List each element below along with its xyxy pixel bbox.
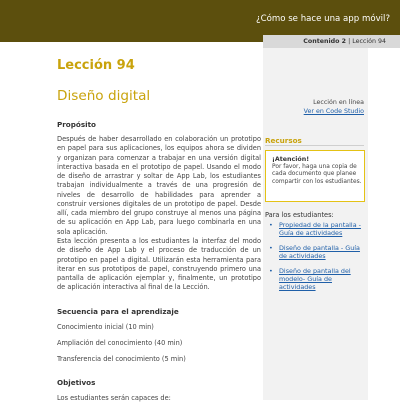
student-resource-link[interactable]	[265, 267, 365, 291]
callout-title: ¡Atención!	[272, 156, 310, 163]
lesson-label: Lección 94	[352, 38, 386, 45]
code-studio-link[interactable]: Ver en Code Studio	[303, 108, 364, 115]
callout-text: Por favor, haga una copia de cada documento que planee compartir con los estudiantes.	[272, 164, 362, 185]
sequence-item: Transferencia del conocimiento (5 min)	[57, 355, 186, 363]
unit-title: ¿Cómo se hace una app móvil?	[256, 14, 390, 24]
student-resources-list	[265, 221, 365, 298]
purpose-heading: Propósito	[57, 120, 96, 129]
sequence-item: Ampliación del conocimiento (40 min)	[57, 339, 183, 347]
lesson-title: Diseño digital	[57, 88, 151, 104]
breadcrumb-separator: |	[346, 38, 353, 45]
online-lesson-label: Lección en línea	[313, 99, 364, 106]
content-label: Contenido 2	[303, 38, 347, 45]
student-resource-link[interactable]	[265, 244, 365, 260]
student-resource-label: Diseño de pantalla - Guía de actividades	[279, 244, 360, 260]
attention-callout	[265, 150, 365, 202]
purpose-paragraph-1: Después de haber desarrollado en colaboración un prototipo en papel para sus aplicaciones, los equipos ahora se dividen y organizan para comenzar a trabajar en una versión digital interactiva basada en el prototipo de papel. Usando el modo de diseño de arrastrar y soltar de App Lab, los estudiantes trabajan individualmente a través de una progresión de niveles de desarrollo de habilidades para aprender a construir versiones digitales de un prototipo de papel. Desde allí, cada miembro del grupo construye al menos una página de su aplicación en App Lab, para luego combinarla en una sola aplicación.	[57, 135, 261, 236]
resources-heading: Recursos	[265, 136, 302, 145]
resources-divider	[265, 145, 364, 146]
objectives-intro: Los estudiantes serán capaces de:	[57, 394, 171, 402]
bullet: •	[269, 221, 273, 229]
student-resource-label: Propiedad de la pantalla - Guía de actividades	[279, 221, 361, 237]
bullet: •	[269, 267, 273, 275]
sequence-heading: Secuencia para el aprendizaje	[57, 307, 179, 316]
purpose-paragraph-2: Esta lección presenta a los estudiantes la interfaz del modo de diseño de App Lab y el proceso de traducción de un prototipo en papel a digital. Utilizarán esta herramienta para iterar en sus prototipos de papel, construyendo primero una pantalla de aplicación ejemplar y, finalmente, un prototipo de aplicación interactiva al final de la Lección.	[57, 237, 261, 292]
student-resource-link[interactable]	[265, 221, 365, 237]
sequence-item: Conocimiento inicial (10 min)	[57, 323, 154, 331]
student-resource-label: Diseño de pantalla del modelo- Guía de actividades	[279, 267, 351, 291]
bullet: •	[269, 244, 273, 252]
breadcrumb	[263, 35, 400, 48]
lesson-number: Lección 94	[57, 58, 135, 73]
objectives-heading: Objetivos	[57, 378, 96, 387]
students-label: Para los estudiantes:	[265, 211, 334, 219]
